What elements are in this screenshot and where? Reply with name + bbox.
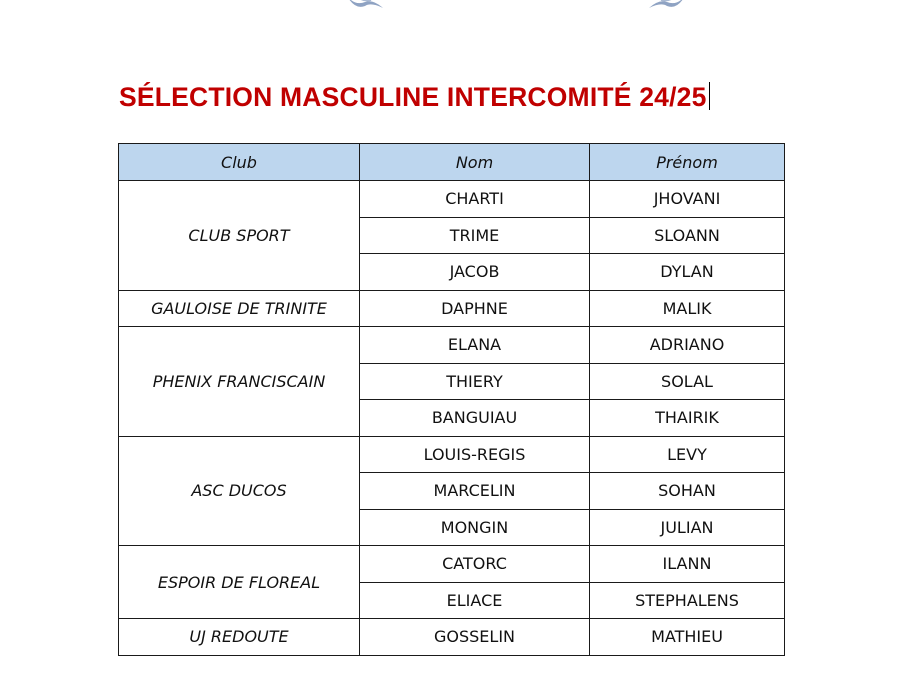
table-row: [119, 181, 785, 218]
nom-cell: LOUIS-REGIS: [360, 436, 590, 473]
nom-cell: DAPHNE: [360, 290, 590, 327]
club-cell: GAULOISE DE TRINITE: [119, 290, 360, 327]
club-cell: PHENIX FRANCISCAIN: [119, 327, 360, 437]
header-club: Club: [119, 144, 360, 181]
page-title-text: SÉLECTION MASCULINE INTERCOMITÉ 24/25: [119, 82, 707, 112]
nom-cell: BANGUIAU: [360, 400, 590, 437]
prenom-cell: SLOANN: [590, 217, 785, 254]
prenom-cell: THAIRIK: [590, 400, 785, 437]
prenom-cell: STEPHALENS: [590, 582, 785, 619]
club-cell: ASC DUCOS: [119, 436, 360, 546]
selection-table: [118, 143, 785, 656]
table-body: [119, 181, 785, 656]
header-prenom: Prénom: [590, 144, 785, 181]
nom-cell: CATORC: [360, 546, 590, 583]
prenom-cell: MALIK: [590, 290, 785, 327]
prenom-cell: MATHIEU: [590, 619, 785, 656]
decorative-laurel-left: [345, 0, 385, 10]
club-cell: ESPOIR DE FLOREAL: [119, 546, 360, 619]
table-header-row: [119, 144, 785, 181]
nom-cell: JACOB: [360, 254, 590, 291]
nom-cell: CHARTI: [360, 181, 590, 218]
nom-cell: TRIME: [360, 217, 590, 254]
nom-cell: MARCELIN: [360, 473, 590, 510]
header-nom: Nom: [360, 144, 590, 181]
nom-cell: ELANA: [360, 327, 590, 364]
prenom-cell: JHOVANI: [590, 181, 785, 218]
nom-cell: GOSSELIN: [360, 619, 590, 656]
nom-cell: MONGIN: [360, 509, 590, 546]
prenom-cell: SOLAL: [590, 363, 785, 400]
prenom-cell: SOHAN: [590, 473, 785, 510]
table-row: [119, 290, 785, 327]
prenom-cell: DYLAN: [590, 254, 785, 291]
prenom-cell: ADRIANO: [590, 327, 785, 364]
table-row: [119, 436, 785, 473]
table-row: [119, 619, 785, 656]
page-title: [119, 80, 710, 114]
nom-cell: THIERY: [360, 363, 590, 400]
decorative-laurel-right: [647, 0, 687, 10]
table-row: [119, 546, 785, 583]
prenom-cell: LEVY: [590, 436, 785, 473]
table-row: [119, 327, 785, 364]
text-cursor: [709, 82, 711, 110]
club-cell: CLUB SPORT: [119, 181, 360, 291]
nom-cell: ELIACE: [360, 582, 590, 619]
prenom-cell: ILANN: [590, 546, 785, 583]
club-cell: UJ REDOUTE: [119, 619, 360, 656]
prenom-cell: JULIAN: [590, 509, 785, 546]
